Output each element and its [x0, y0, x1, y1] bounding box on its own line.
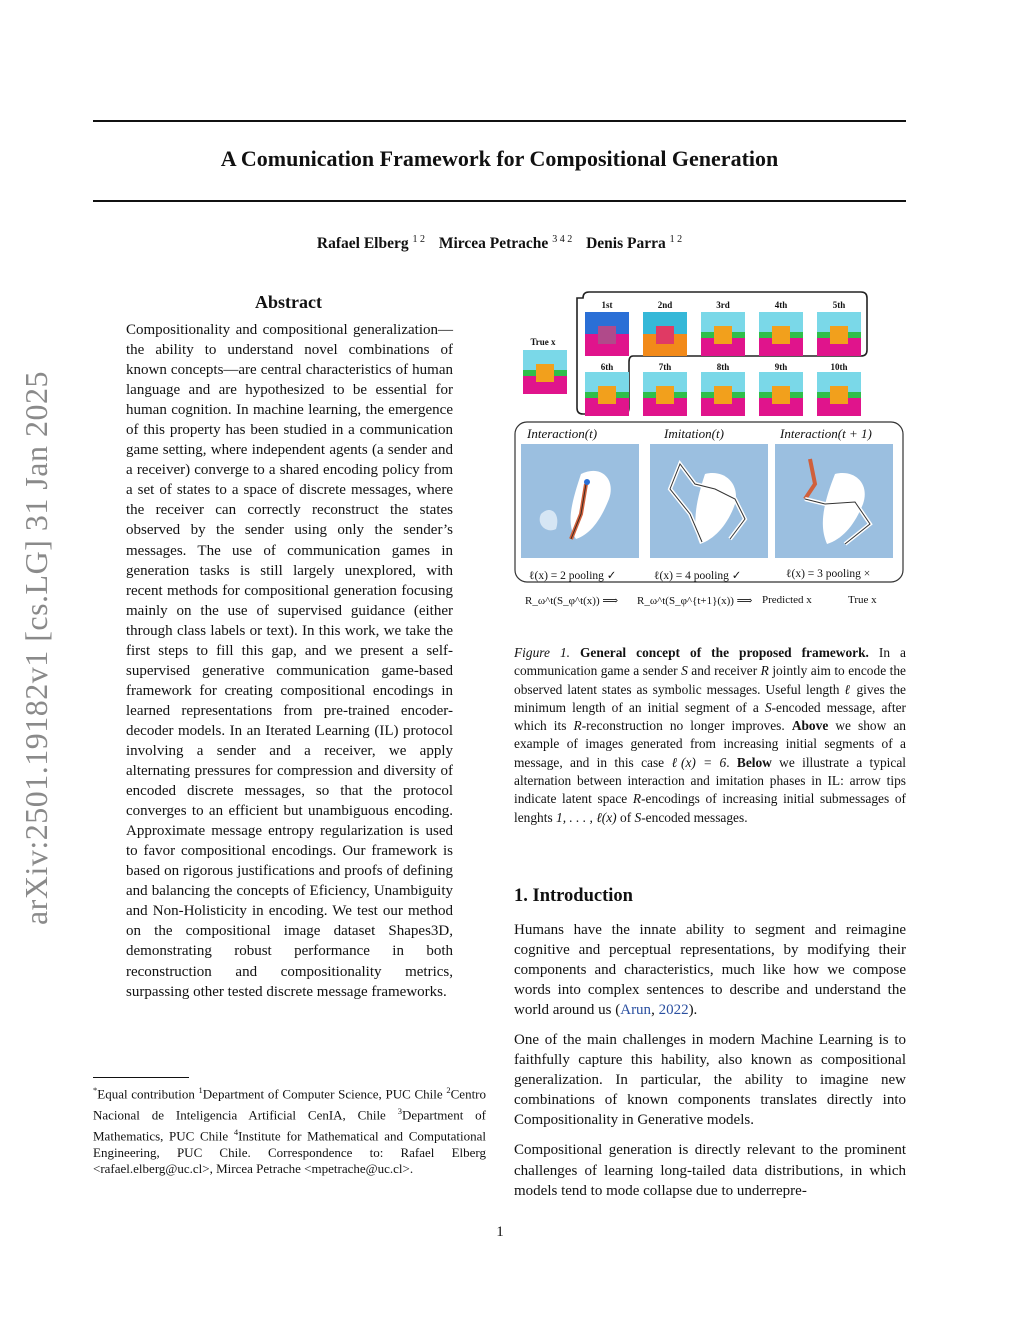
panel-bottom-label: ℓ(x) = 4 pooling ✓: [654, 570, 742, 582]
footnote: *Equal contribution $^1$Department of Computer Science, PUC Chile $^2$Centro Nacional de Inteligencia Artificial CenIA, Chile $^3$Department of Mathematics, PUC Chile $^4$Institute for Mathematical and Computational Engineering, PUC Chile. Correspondence to: Rafael Elberg <rafael.elberg@uc.cl>, Mircea Petrache <mpetrache@uc.cl>.: [93, 1085, 487, 1177]
top-rule: [93, 120, 906, 122]
panel-bottom-label: ℓ(x) = 3 pooling ×: [786, 568, 871, 580]
thumb-label: 6th: [600, 362, 614, 372]
introduction-body: [514, 920, 906, 1211]
thumb-label: 5th: [832, 300, 846, 310]
footnote-rule: [93, 1077, 189, 1078]
thumb-label: 10th: [830, 362, 848, 372]
latent-map-panel: [521, 444, 639, 558]
page-number: 1: [496, 1224, 504, 1240]
author: Denis Parra $^{1 2}$: [586, 234, 683, 253]
legend-item: Predicted x: [762, 594, 812, 606]
thumb-label: 1st: [601, 300, 613, 310]
author: Rafael Elberg $^{1 2}$: [316, 234, 425, 253]
generated-thumbnail: [817, 312, 861, 356]
generated-thumbnail: [759, 312, 803, 356]
true-x-label: True x: [530, 337, 556, 347]
thumb-label: 9th: [774, 362, 788, 372]
section-heading-introduction: 1. Introduction: [514, 886, 633, 906]
paper-title: A Comunication Framework for Compositional Generation: [220, 146, 779, 171]
figure-caption: Figure 1. General concept of the proposed framework. In a communication game a sender S and receiver R jointly aim to encode the observed latent states as symbolic messages. Useful length ℓ gives the minimum length of an initial segment of a S-encoded message, after which its R-reconstruction no longer improves. Above we show an example of images generated from increasing initial segments of a message, and in this case ℓ(x) = 6. Below we illustrate a typical alternation between interaction and imitation phases in IL: arrow tips indicate latent space R-encodings of increasing initial submessages of lenghts 1, . . . , ℓ(x) of S-encoded messages.: [514, 645, 907, 825]
author-list: [93, 234, 906, 253]
citation-year-link[interactable]: 2022: [658, 1002, 689, 1019]
author: Mircea Petrache $^{3 4 2}$: [438, 234, 573, 253]
panel-bottom-label: ℓ(x) = 2 pooling ✓: [529, 570, 617, 582]
generated-thumbnail: [585, 372, 629, 416]
generated-thumbnail: [585, 312, 629, 356]
panel-title: Interaction(t + 1): [780, 426, 872, 441]
thumb-label: 8th: [716, 362, 730, 372]
generated-thumbnail: [701, 372, 745, 416]
legend-item: True x: [848, 594, 877, 606]
title-bottom-rule: [93, 200, 906, 202]
thumb-label: 3rd: [716, 300, 730, 310]
paragraph: Compositional generation is directly relevant to the prominent challenges of learning long-tailed data distributions, in which models tend to mode collapse due to underrepre-: [514, 1142, 906, 1199]
abstract-text: Compositionality and compositional generalization—the ability to understand novel combinations of known concepts—are central characteristics of human language and are hypothesized to be essential for human cognition. In machine learning, the emergence of this property has been studied in a communication game setting, where independent agents (a sender and a receiver) converge to a shared encoding policy from a set of states to a space of discrete messages, where the receiver can correctly reconstruct the states observed by the sender using only the sender’s messages. The use of communication games in generation tasks is still largely unexplored, with recent methods for compositional generation focusing mainly on the use of supervised guidance (either through class labels or text). In this work, we take the first steps to fill this gap, and we present a self-supervised generative communication game-based framework for creating compositional encodings in learned representations from pre-trained encoder-decoder models. In an Iterated Learning (IL) protocol involving a sender and a receiver, we apply alternating pressures for compression and diversity of encoded discrete messages, so that the protocol converges to an efficient but unambiguous encoding. Approximate message entropy regularization is used to favor compositional encodings. Our framework is based on rigorous justifications and proofs of defining and balancing the concepts of Eficiency, Unambiguity and Non-Holisticity in encoding. We test our method on the compositional image dataset Shapes3D, demonstrating robust performance in both reconstruction and compositionality metrics, surpassing other tested discrete message frameworks.: [126, 322, 453, 1000]
abstract-heading: Abstract: [255, 292, 322, 312]
generated-thumbnail: [759, 372, 803, 416]
panel-title: Interaction(t): [527, 426, 598, 441]
figure-1: [513, 290, 910, 620]
true-x-thumbnail: [523, 350, 567, 394]
legend-item: R_ω^t(S_φ^{t+1}(x)) ⟹: [637, 595, 753, 607]
thumb-label: 2nd: [657, 300, 673, 310]
latent-map-panel: [775, 444, 893, 558]
generated-thumbnail: [817, 372, 861, 416]
citation-link[interactable]: Arun: [620, 1002, 652, 1019]
paragraph: Humans have the innate ability to segment and reimagine cognitive and perceptual representations, by modifying their components and characteristics, much like how we compose words into complex sentences to describe and understand the world around us (Arun, 2022).: [514, 922, 906, 1019]
thumb-label: 4th: [774, 300, 788, 310]
thumb-label: 7th: [658, 362, 672, 372]
legend-item: R_ω^t(S_φ^t(x)) ⟹: [525, 595, 619, 607]
generated-thumbnail: [643, 372, 687, 416]
generated-thumbnail: [643, 312, 687, 356]
panel-title: Imitation(t): [664, 426, 724, 441]
arxiv-stamp: arXiv:2501.19182v1 [cs.LG] 31 Jan 2025: [18, 370, 54, 926]
generated-thumbnail: [701, 312, 745, 356]
paragraph: One of the main challenges in modern Machine Learning is to faithfully capture this hability, also known as compositional generalization. In particular, the ability to imagine new combinations of known components translates directly into Compositionality in Generative models.: [514, 1032, 906, 1129]
latent-map-panel: [650, 444, 768, 558]
